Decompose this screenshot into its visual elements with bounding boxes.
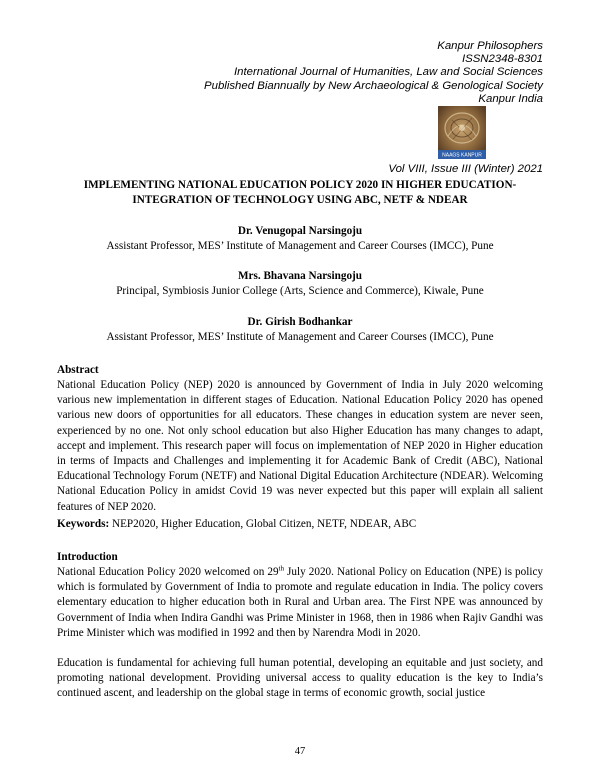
introduction-paragraph-2: Education is fundamental for achieving full human potential, developing an equitable and just society, and promoting national development. Providing universal access to quality education is the key to India’s continued ascent, and leadership on the global stage in terms of economic growth, social justice (57, 657, 543, 700)
author-affiliation: Principal, Symbiosis Junior College (Arts, Science and Commerce), Kiwale, Pune (116, 285, 484, 297)
journal-publisher: Published Biannually by New Archaeological & Genological Society (204, 79, 543, 92)
journal-place: Kanpur India (478, 92, 543, 105)
author-name: Dr. Venugopal Narsingoju (237, 225, 363, 237)
volume-info: Vol VIII, Issue III (Winter) 2021 (388, 163, 543, 175)
intro-p1-start: National Education Policy 2020 welcomed on 29 (57, 566, 279, 578)
author-affiliation: Assistant Professor, MES’ Institute of Management and Career Courses (IMCC), Pune (106, 331, 494, 343)
logo-caption: NAAGS KANPUR (442, 152, 482, 159)
paper-title (40, 178, 560, 208)
intro-p1-superscript: th (278, 564, 284, 573)
title-line-1: IMPLEMENTING NATIONAL EDUCATION POLICY 2020 IN HIGHER EDUCATION- (83, 179, 517, 191)
journal-full-title: International Journal of Humanities, Law and Social Sciences (234, 66, 543, 79)
abstract-heading: Abstract (57, 364, 99, 376)
author-name: Mrs. Bhavana Narsingoju (237, 270, 362, 282)
keywords-label: Keywords: (57, 518, 110, 530)
author-block-2 (40, 269, 560, 299)
keywords-line (57, 518, 543, 530)
author-affiliation: Assistant Professor, MES’ Institute of Management and Career Courses (IMCC), Pune (106, 240, 494, 252)
introduction-heading: Introduction (57, 551, 118, 563)
page-number: 47 (294, 746, 306, 757)
journal-header (204, 40, 543, 106)
title-line-2: INTEGRATION OF TECHNOLOGY USING ABC, NETF & NDEAR (132, 194, 468, 206)
journal-name: Kanpur Philosophers (437, 40, 543, 52)
author-block-3 (40, 315, 560, 345)
keywords-text: NEP2020, Higher Education, Global Citizen, NETF, NDEAR, ABC (109, 518, 417, 530)
abstract-text: National Education Policy (NEP) 2020 is announced by Government of India in July 2020 welcoming various new implementation in different stages of Education. National Education Policy 2020 has opened various new doors of opportunities for all educators. These changes in education system are never seen, experienced by no one. Not only school education but also Higher Education has many changes to adapt, accept and implement. This research paper will focus on implementation of NEP 2020 in Higher education in terms of Impacts and Challenges and implementing it for Academic Bank of Credit (ABC), National Educational Technology Forum (NETF) and National Digital Education Architecture (NDEAR). Welcoming National Education Policy in amidst Covid 19 was never expected but this paper will explain all salient features of NEP 2020. (57, 379, 543, 513)
intro-p1-rest: July 2020. National Policy on Education (NPE) is policy which is formulated by Government of India to promote and regulate education in India. The policy covers elementary education to higher education both in Rural and Urban area. The First NPE was announced by Government of India when Indira Gandhi was Prime Minister in 1968, then in 1986 when Rajiv Gandhi was Prime Minister which was modified in 1992 and then by Narendra Modi in 2020. (57, 566, 543, 639)
author-name: Dr. Girish Bodhankar (247, 316, 353, 328)
journal-issn: ISSN2348-8301 (461, 53, 543, 66)
introduction-paragraph-1 (57, 565, 543, 641)
author-block-1 (40, 224, 560, 254)
journal-logo-image (438, 106, 486, 159)
